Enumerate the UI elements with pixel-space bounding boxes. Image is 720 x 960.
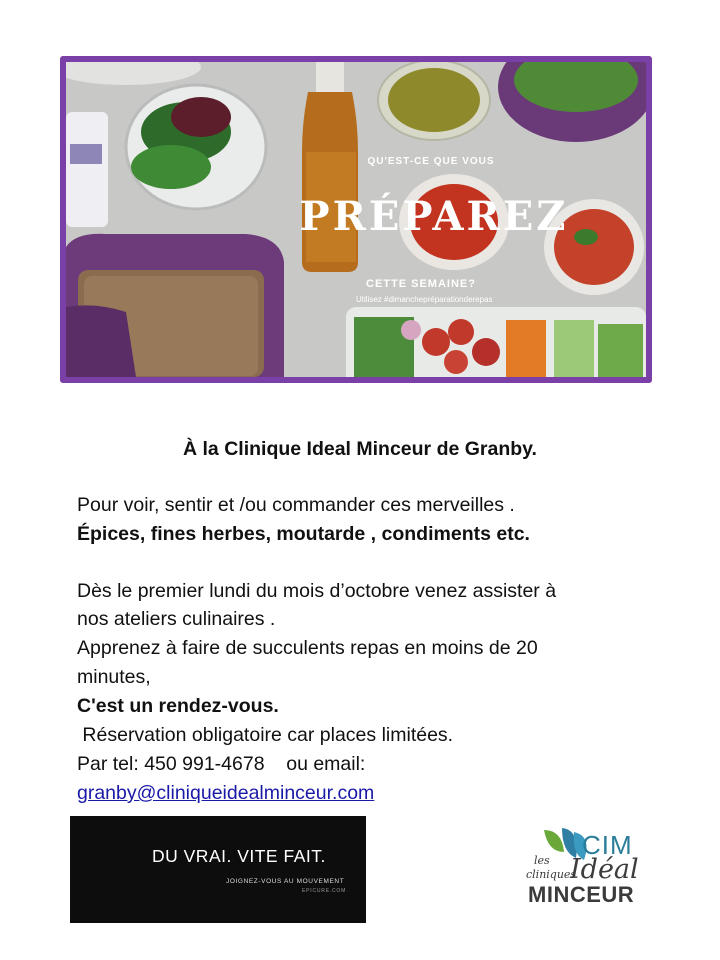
cim-ideal: Idéal [570,854,639,885]
hero-top-text: QU'EST-CE QUE VOUS [367,156,495,167]
contact-line: Par tel: 450 991-4678 ou email: [77,753,366,775]
cim-minceur: MINCEUR [528,882,635,907]
clinic-heading: À la Clinique Ideal Minceur de Granby. [183,438,537,460]
intro-line: Pour voir, sentir et /ou commander ces merveilles . [77,494,515,516]
hero-image [60,56,652,383]
cim-les: les [534,854,550,867]
meals-line-2: minutes, [77,666,151,688]
workshop-line-2: nos ateliers culinaires . [77,608,276,630]
food-photo [66,62,646,377]
email-link[interactable]: granby@cliniqueidealminceur.com [77,782,375,804]
cim-abbr: CIM [582,830,633,860]
epicure-slogan: DU VRAI. VITE FAIT. [152,846,326,866]
cim-cliniques: cliniques [526,868,577,881]
epicure-tagline: JOIGNEZ-VOUS AU MOUVEMENT [226,878,345,885]
hero-subtitle: CETTE SEMAINE? [366,278,476,290]
workshop-line-1: Dès le premier lundi du mois d’octobre venez assister à [77,580,557,602]
products-line: Épices, fines herbes, moutarde , condiments etc. [77,523,530,545]
hero-title: PRÉPAREZ [299,193,569,240]
cim-logo [526,826,666,910]
reservation-line: Réservation obligatoire car places limitées. [77,724,454,746]
rendezvous-line: C'est un rendez-vous. [77,695,279,717]
meals-line-1: Apprenez à faire de succulents repas en moins de 20 [77,637,538,659]
epicure-banner [70,816,366,923]
hero-hashtag: Utilisez #dimanchepréparationderepas [356,295,493,304]
epicure-site: EPICURE.COM [302,888,347,894]
